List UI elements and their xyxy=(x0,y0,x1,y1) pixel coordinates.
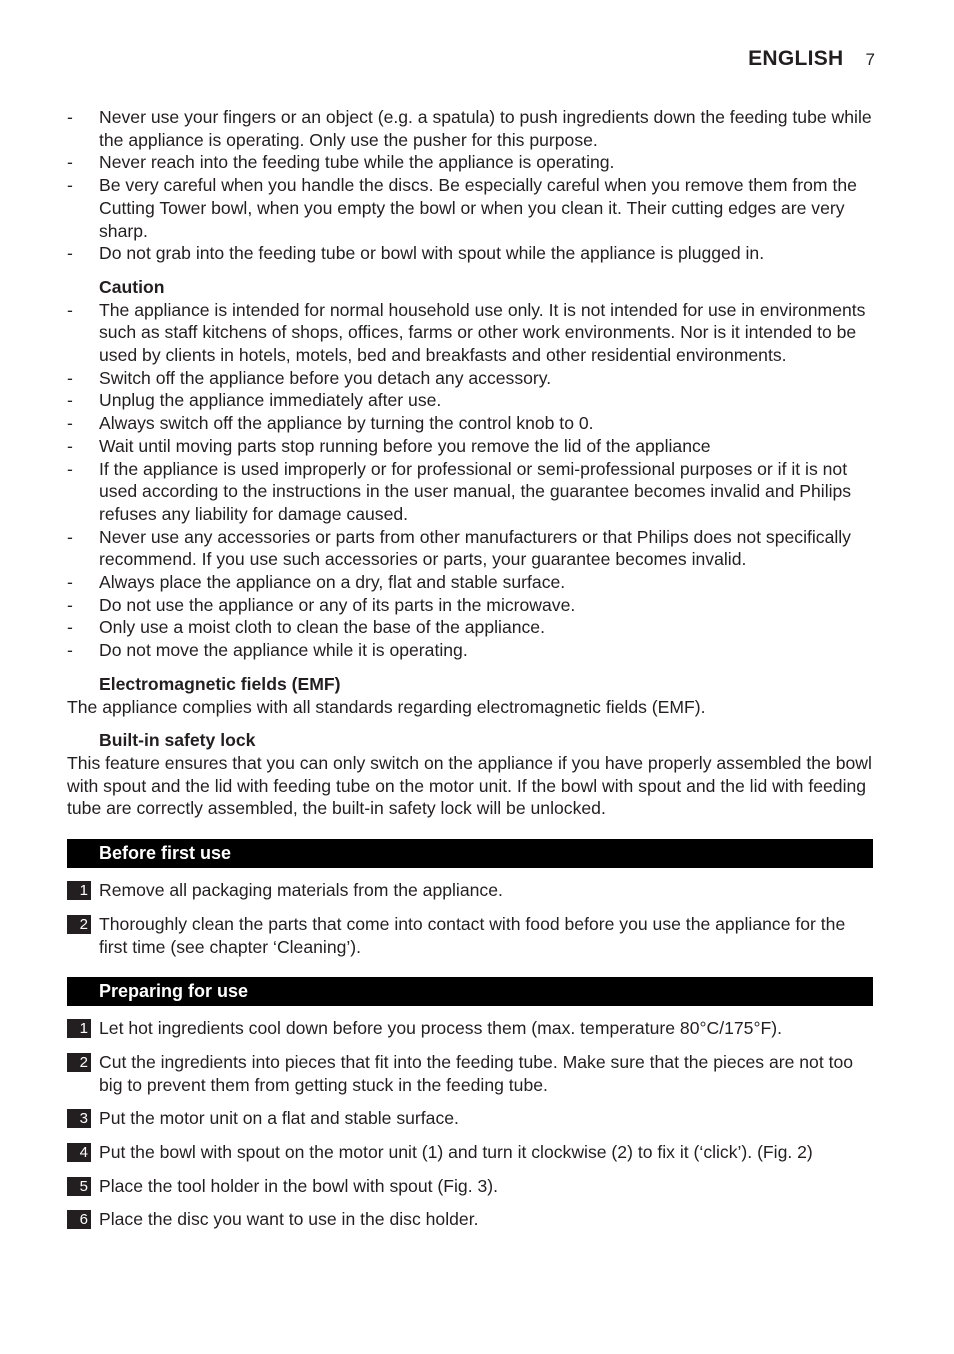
list-item: - Never reach into the feeding tube while the appliance is operating. xyxy=(67,152,615,173)
list-item: - Switch off the appliance before you detach any accessory. xyxy=(67,367,552,388)
step-item: 4 Put the bowl with spout on the motor unit (1) and turn it clockwise (2) to fix it (‘click’). (Fig. 2) xyxy=(67,1141,873,1164)
caution-list xyxy=(67,299,873,662)
step-number: 2 xyxy=(67,1053,91,1072)
safety-lock-text: This feature ensures that you can only switch on the appliance if you have properly assembled the bowl with spout and the lid with feeding tube on the motor unit. If the bowl with spout and the lid with feeding tube are correctly assembled, the built-in safety lock will be unlocked. xyxy=(67,752,872,819)
before-first-use-steps xyxy=(67,879,873,958)
step-number: 1 xyxy=(67,881,91,900)
step-item: 1 Let hot ingredients cool down before you process them (max. temperature 80°C/175°F). xyxy=(67,1017,873,1040)
before-first-use-heading: Before first use xyxy=(67,839,873,868)
list-item: - If the appliance is used improperly or for professional or semi-professional purposes or if it is not used according to the instructions in the user manual, the guarantee becomes invalid and Philips refuses any liability for damage caused. xyxy=(67,458,852,524)
step-number: 4 xyxy=(67,1143,91,1162)
page-header xyxy=(748,47,875,71)
step-item: 1 Remove all packaging materials from the appliance. xyxy=(67,879,873,902)
step-item: 5 Place the tool holder in the bowl with spout (Fig. 3). xyxy=(67,1175,873,1198)
emf-heading: Electromagnetic fields (EMF) xyxy=(99,673,341,694)
warnings-list xyxy=(67,106,873,265)
step-item: 6 Place the disc you want to use in the disc holder. xyxy=(67,1208,873,1231)
list-item: - The appliance is intended for normal household use only. It is not intended for use in environments such as staff kitchens of shops, offices, farms or other work environments. Nor is it intended to be used by clients in hotels, motels, bed and breakfasts and other residential environments. xyxy=(67,299,866,366)
step-number: 1 xyxy=(67,1019,91,1038)
caution-heading: Caution xyxy=(99,276,165,297)
list-item: - Never use your fingers or an object (e.g. a spatula) to push ingredients down the feeding tube while the appliance is operating. Only use the pusher for this purpose. xyxy=(67,107,872,150)
step-number: 2 xyxy=(67,915,91,934)
list-item: - Unplug the appliance immediately after use. xyxy=(67,390,442,411)
list-item: - Always switch off the appliance by turning the control knob to 0. xyxy=(67,413,594,434)
step-number: 3 xyxy=(67,1109,91,1128)
page-number: 7 xyxy=(865,50,875,69)
list-item: - Be very careful when you handle the discs. Be especially careful when you remove them from the Cutting Tower bowl, when you empty the bowl or when you clean it. Their cutting edges are very sharp. xyxy=(67,175,857,241)
safety-lock-heading: Built-in safety lock xyxy=(99,730,256,751)
step-item: 3 Put the motor unit on a flat and stable surface. xyxy=(67,1107,873,1130)
list-item: - Do not grab into the feeding tube or bowl with spout while the appliance is plugged in. xyxy=(67,243,765,264)
preparing-heading: Preparing for use xyxy=(67,977,873,1006)
page-content xyxy=(67,106,873,1231)
preparing-steps xyxy=(67,1017,873,1231)
emf-text: The appliance complies with all standards regarding electromagnetic fields (EMF). xyxy=(67,696,706,717)
list-item: - Always place the appliance on a dry, flat and stable surface. xyxy=(67,572,566,593)
step-number: 5 xyxy=(67,1177,91,1196)
list-item: - Never use any accessories or parts from other manufacturers or that Philips does not specifically recommend. If you use such accessories or parts, your guarantee becomes invalid. xyxy=(67,526,851,570)
list-item: - Only use a moist cloth to clean the base of the appliance. xyxy=(67,617,545,638)
list-item: - Do not use the appliance or any of its parts in the microwave. xyxy=(67,594,576,615)
language-label: ENGLISH xyxy=(748,47,844,70)
list-item: - Do not move the appliance while it is operating. xyxy=(67,640,468,661)
step-item: 2 Thoroughly clean the parts that come into contact with food before you use the appliance for the first time (see chapter ‘Cleaning’). xyxy=(67,913,873,958)
list-item: - Wait until moving parts stop running before you remove the lid of the appliance xyxy=(67,435,711,456)
step-item: 2 Cut the ingredients into pieces that fit into the feeding tube. Make sure that the pieces are not too big to prevent them from getting stuck in the feeding tube. xyxy=(67,1051,873,1096)
step-number: 6 xyxy=(67,1210,91,1229)
